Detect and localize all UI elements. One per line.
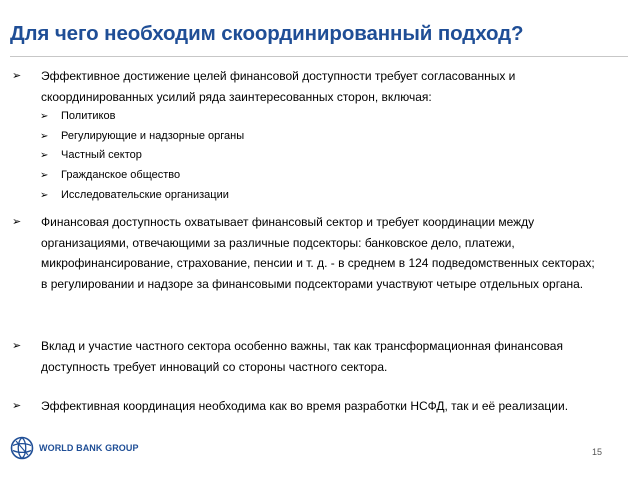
- bullet-2: [12, 212, 602, 294]
- bullet-arrow-icon: ➢: [12, 340, 22, 352]
- subitem-1-text: Политиков: [61, 110, 116, 122]
- bullet-arrow-icon: ➢: [40, 189, 49, 201]
- logo-text: WORLD BANK GROUP: [39, 443, 139, 453]
- subitem-5-text: Исследовательские организации: [61, 188, 229, 201]
- subitem-4-text: Гражданское общество: [61, 169, 181, 182]
- subitem-5: [40, 186, 580, 206]
- bullet-arrow-icon: ➢: [40, 170, 49, 182]
- bullet-2-text: Финансовая доступность охватывает финансовый сектор и требует координации между организациями, отвечающими за различные подсекторы: банковское дело, платежи, микрофинансирование, страхование, пенсии и т. д. - в среднем в 124 подведомственных секторах; в регулировании и надзоре за финансовыми подсекторами участвуют четыре отдельных органа.: [41, 215, 595, 291]
- bullet-arrow-icon: ➢: [12, 400, 22, 412]
- page-number: 15: [591, 447, 602, 457]
- bullet-4-text: Эффективная координация необходима как во время разработки НСФД, так и её реализации.: [41, 399, 569, 413]
- bullet-3-text: Вклад и участие частного сектора особенно важны, так как трансформационная финансовая доступность требует инноваций со стороны частного сектора.: [41, 339, 563, 374]
- bullet-arrow-icon: ➢: [40, 111, 49, 122]
- footer: [10, 436, 139, 460]
- subitem-2: [40, 127, 580, 147]
- subitem-1: [40, 107, 580, 127]
- bullet-1: [12, 66, 602, 107]
- subitem-4: [40, 166, 580, 186]
- bullet-4: [12, 396, 602, 417]
- bullet-arrow-icon: ➢: [12, 70, 22, 82]
- world-bank-globe-icon: [10, 436, 34, 460]
- bullet-arrow-icon: ➢: [40, 150, 49, 162]
- bullet-arrow-icon: ➢: [40, 130, 49, 142]
- bullet-arrow-icon: ➢: [12, 216, 22, 228]
- subitem-3: [40, 146, 580, 166]
- subitem-2-text: Регулирующие и надзорные органы: [61, 129, 245, 142]
- subitem-3-text: Частный сектор: [61, 149, 142, 162]
- bullet-3: [12, 336, 602, 377]
- slide-title: Для чего необходим скоординированный подход?: [10, 22, 524, 45]
- title-divider: [10, 56, 628, 57]
- bullet-1-text: Эффективное достижение целей финансовой доступности требует согласованных и скоординированных усилий ряда заинтересованных сторон, включая:: [41, 69, 516, 104]
